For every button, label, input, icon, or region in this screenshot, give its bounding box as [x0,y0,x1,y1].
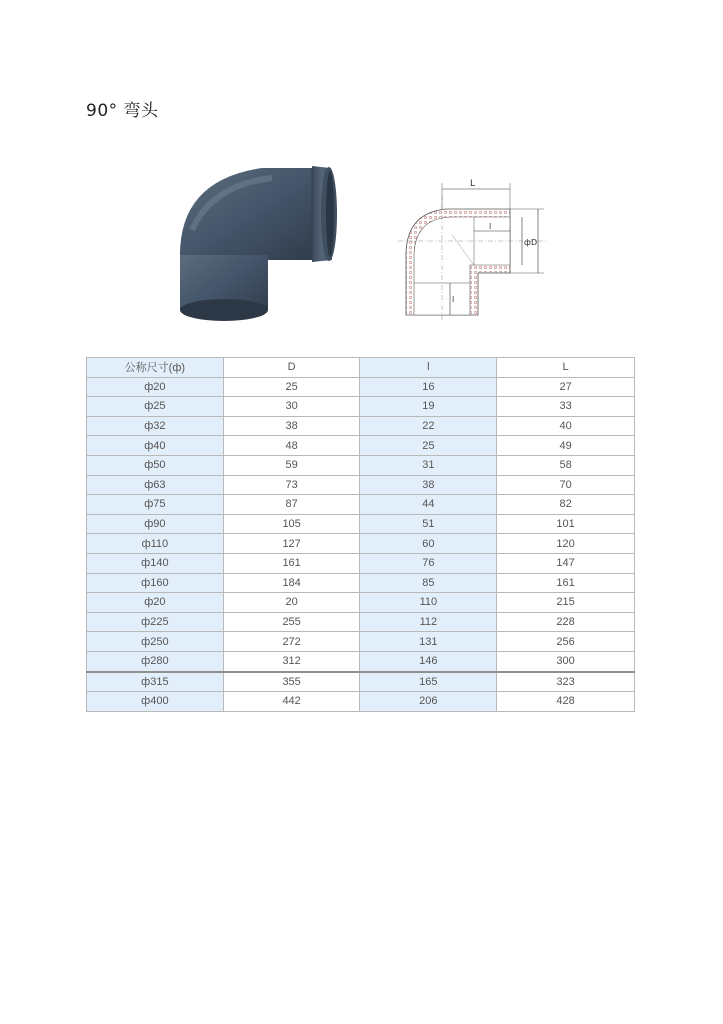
table-row [87,495,635,515]
cell-nominal-size: ф280 [87,651,224,671]
cell-l: 25 [360,436,497,456]
cell-L: 120 [497,534,635,554]
table-row [87,397,635,417]
table-row [87,573,635,593]
cell-nominal-size: ф90 [87,514,224,534]
dim-phi-label: ф [524,238,531,247]
cell-l: 76 [360,553,497,573]
cell-nominal-size: ф160 [87,573,224,593]
spec-table [86,357,635,712]
cell-l: 112 [360,612,497,632]
cell-nominal-size: ф110 [87,534,224,554]
table-row [87,377,635,397]
table-row [87,455,635,475]
table-row [87,416,635,436]
cell-D: 105 [223,514,360,534]
cell-L: 40 [497,416,635,436]
cell-l: 44 [360,495,497,515]
cell-D: 312 [223,651,360,671]
table-row [87,436,635,456]
cell-L: 256 [497,632,635,652]
cell-nominal-size: ф40 [87,436,224,456]
table-row [87,632,635,652]
cell-L: 215 [497,593,635,613]
cell-l: 60 [360,534,497,554]
cell-D: 442 [223,692,360,712]
table-row [87,534,635,554]
cell-L: 323 [497,672,635,692]
cell-l: 22 [360,416,497,436]
cell-l: 110 [360,593,497,613]
cell-l: 131 [360,632,497,652]
page-title: 90° 弯头 [86,101,159,121]
cell-l: 146 [360,651,497,671]
cell-l: 85 [360,573,497,593]
table-row [87,612,635,632]
cell-L: 147 [497,553,635,573]
cell-L: 49 [497,436,635,456]
cell-L: 428 [497,692,635,712]
header-nominal-size: 公称尺寸(ф) [87,358,224,378]
cell-nominal-size: ф63 [87,475,224,495]
cell-nominal-size: ф50 [87,455,224,475]
cell-L: 27 [497,377,635,397]
cell-L: 228 [497,612,635,632]
cell-D: 272 [223,632,360,652]
cell-L: 70 [497,475,635,495]
cell-D: 255 [223,612,360,632]
cell-D: 184 [223,573,360,593]
cell-nominal-size: ф25 [87,397,224,417]
cell-D: 20 [223,593,360,613]
dim-D-label: D [531,238,538,247]
cell-nominal-size: ф140 [87,553,224,573]
cell-nominal-size: ф250 [87,632,224,652]
dim-l-side-label: l [452,295,455,304]
dim-l-top-label: l [489,222,492,231]
cell-L: 161 [497,573,635,593]
cell-D: 59 [223,455,360,475]
table-row [87,514,635,534]
cell-l: 51 [360,514,497,534]
table-row [87,672,635,692]
cell-nominal-size: ф20 [87,593,224,613]
cell-D: 161 [223,553,360,573]
cell-l: 19 [360,397,497,417]
cell-D: 87 [223,495,360,515]
cell-D: 38 [223,416,360,436]
cell-l: 206 [360,692,497,712]
cell-L: 300 [497,651,635,671]
cell-nominal-size: ф400 [87,692,224,712]
cell-L: 82 [497,495,635,515]
elbow-photo [172,160,342,325]
cell-D: 48 [223,436,360,456]
table-row [87,553,635,573]
cell-nominal-size: ф75 [87,495,224,515]
header-D: D [223,358,360,378]
elbow-dimension-drawing [398,175,548,320]
cell-D: 73 [223,475,360,495]
cell-l: 38 [360,475,497,495]
table-row [87,651,635,671]
table-row [87,475,635,495]
header-L: L [497,358,635,378]
cell-l: 16 [360,377,497,397]
header-l: l [360,358,497,378]
cell-L: 33 [497,397,635,417]
cell-nominal-size: ф315 [87,672,224,692]
cell-L: 58 [497,455,635,475]
cell-nominal-size: ф225 [87,612,224,632]
table-header-row [87,358,635,378]
cell-D: 30 [223,397,360,417]
cell-D: 355 [223,672,360,692]
cell-nominal-size: ф32 [87,416,224,436]
cell-nominal-size: ф20 [87,377,224,397]
table-row [87,593,635,613]
cell-D: 25 [223,377,360,397]
cell-l: 31 [360,455,497,475]
dim-L-label: L [470,179,476,189]
table-row [87,692,635,712]
cell-l: 165 [360,672,497,692]
cell-D: 127 [223,534,360,554]
cell-L: 101 [497,514,635,534]
